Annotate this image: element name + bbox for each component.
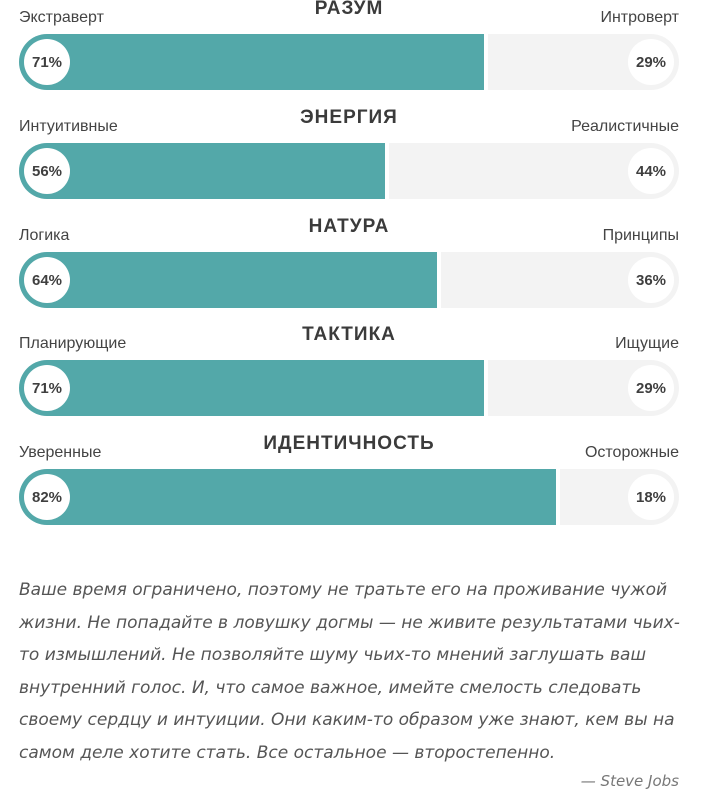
- trait-left-label: Планирующие: [19, 335, 127, 352]
- trait-bar-fill: [19, 34, 488, 90]
- trait-left-label: Уверенные: [19, 444, 102, 461]
- trait-bar: [19, 143, 679, 199]
- trait-bar: [19, 34, 679, 90]
- trait-left-label: Интуитивные: [19, 118, 118, 135]
- trait-right-percent: 18%: [628, 474, 674, 520]
- trait-right-label: Ищущие: [615, 335, 679, 352]
- trait-title: РАЗУМ: [314, 0, 384, 19]
- trait-left-percent: 56%: [24, 148, 70, 194]
- trait-bar-fill: [19, 252, 441, 308]
- quote-text: Ваше время ограничено, поэтому не тратьте его на проживание чужой жизни. Не попадайте в ловушку догмы — не живите результатами чьих-то измышлений. Не позволяйте шуму чьих-то мнений заглушать ваш внутренний голос. И, что самое важное, имейте смелость следовать своему сердцу и интуиции. Они каким-то образом уже знают, кем вы на самом деле хотите стать. Все остальное — второстепенно.: [19, 580, 680, 763]
- quote-author: — Steve Jobs: [580, 772, 679, 790]
- trait-right-percent: 36%: [628, 257, 674, 303]
- trait-energy: [19, 109, 679, 199]
- trait-left-percent: 71%: [24, 365, 70, 411]
- trait-tactics: [19, 326, 679, 416]
- trait-nature: [19, 218, 679, 308]
- trait-right-label: Интроверт: [600, 9, 679, 26]
- trait-bar: [19, 252, 679, 308]
- trait-left-percent: 71%: [24, 39, 70, 85]
- trait-right-percent: 44%: [628, 148, 674, 194]
- trait-right-label: Осторожные: [584, 444, 679, 461]
- trait-title: НАТУРА: [308, 216, 390, 237]
- trait-left-label: Экстраверт: [19, 9, 104, 26]
- trait-title: ИДЕНТИЧНОСТЬ: [263, 433, 435, 454]
- trait-right-percent: 29%: [628, 365, 674, 411]
- trait-bar: [19, 360, 679, 416]
- trait-bar-fill: [19, 469, 560, 525]
- trait-left-label: Логика: [19, 227, 70, 244]
- trait-right-label: Принципы: [602, 227, 679, 244]
- trait-title: ЭНЕРГИЯ: [300, 107, 398, 128]
- trait-title: ТАКТИКА: [302, 324, 396, 345]
- trait-identity: [19, 435, 679, 525]
- trait-mind: [19, 0, 679, 90]
- trait-bar: [19, 469, 679, 525]
- trait-right-percent: 29%: [628, 39, 674, 85]
- trait-bar-fill: [19, 360, 488, 416]
- trait-right-label: Реалистичные: [571, 118, 679, 135]
- trait-left-percent: 82%: [24, 474, 70, 520]
- trait-bar-fill: [19, 143, 389, 199]
- trait-left-percent: 64%: [24, 257, 70, 303]
